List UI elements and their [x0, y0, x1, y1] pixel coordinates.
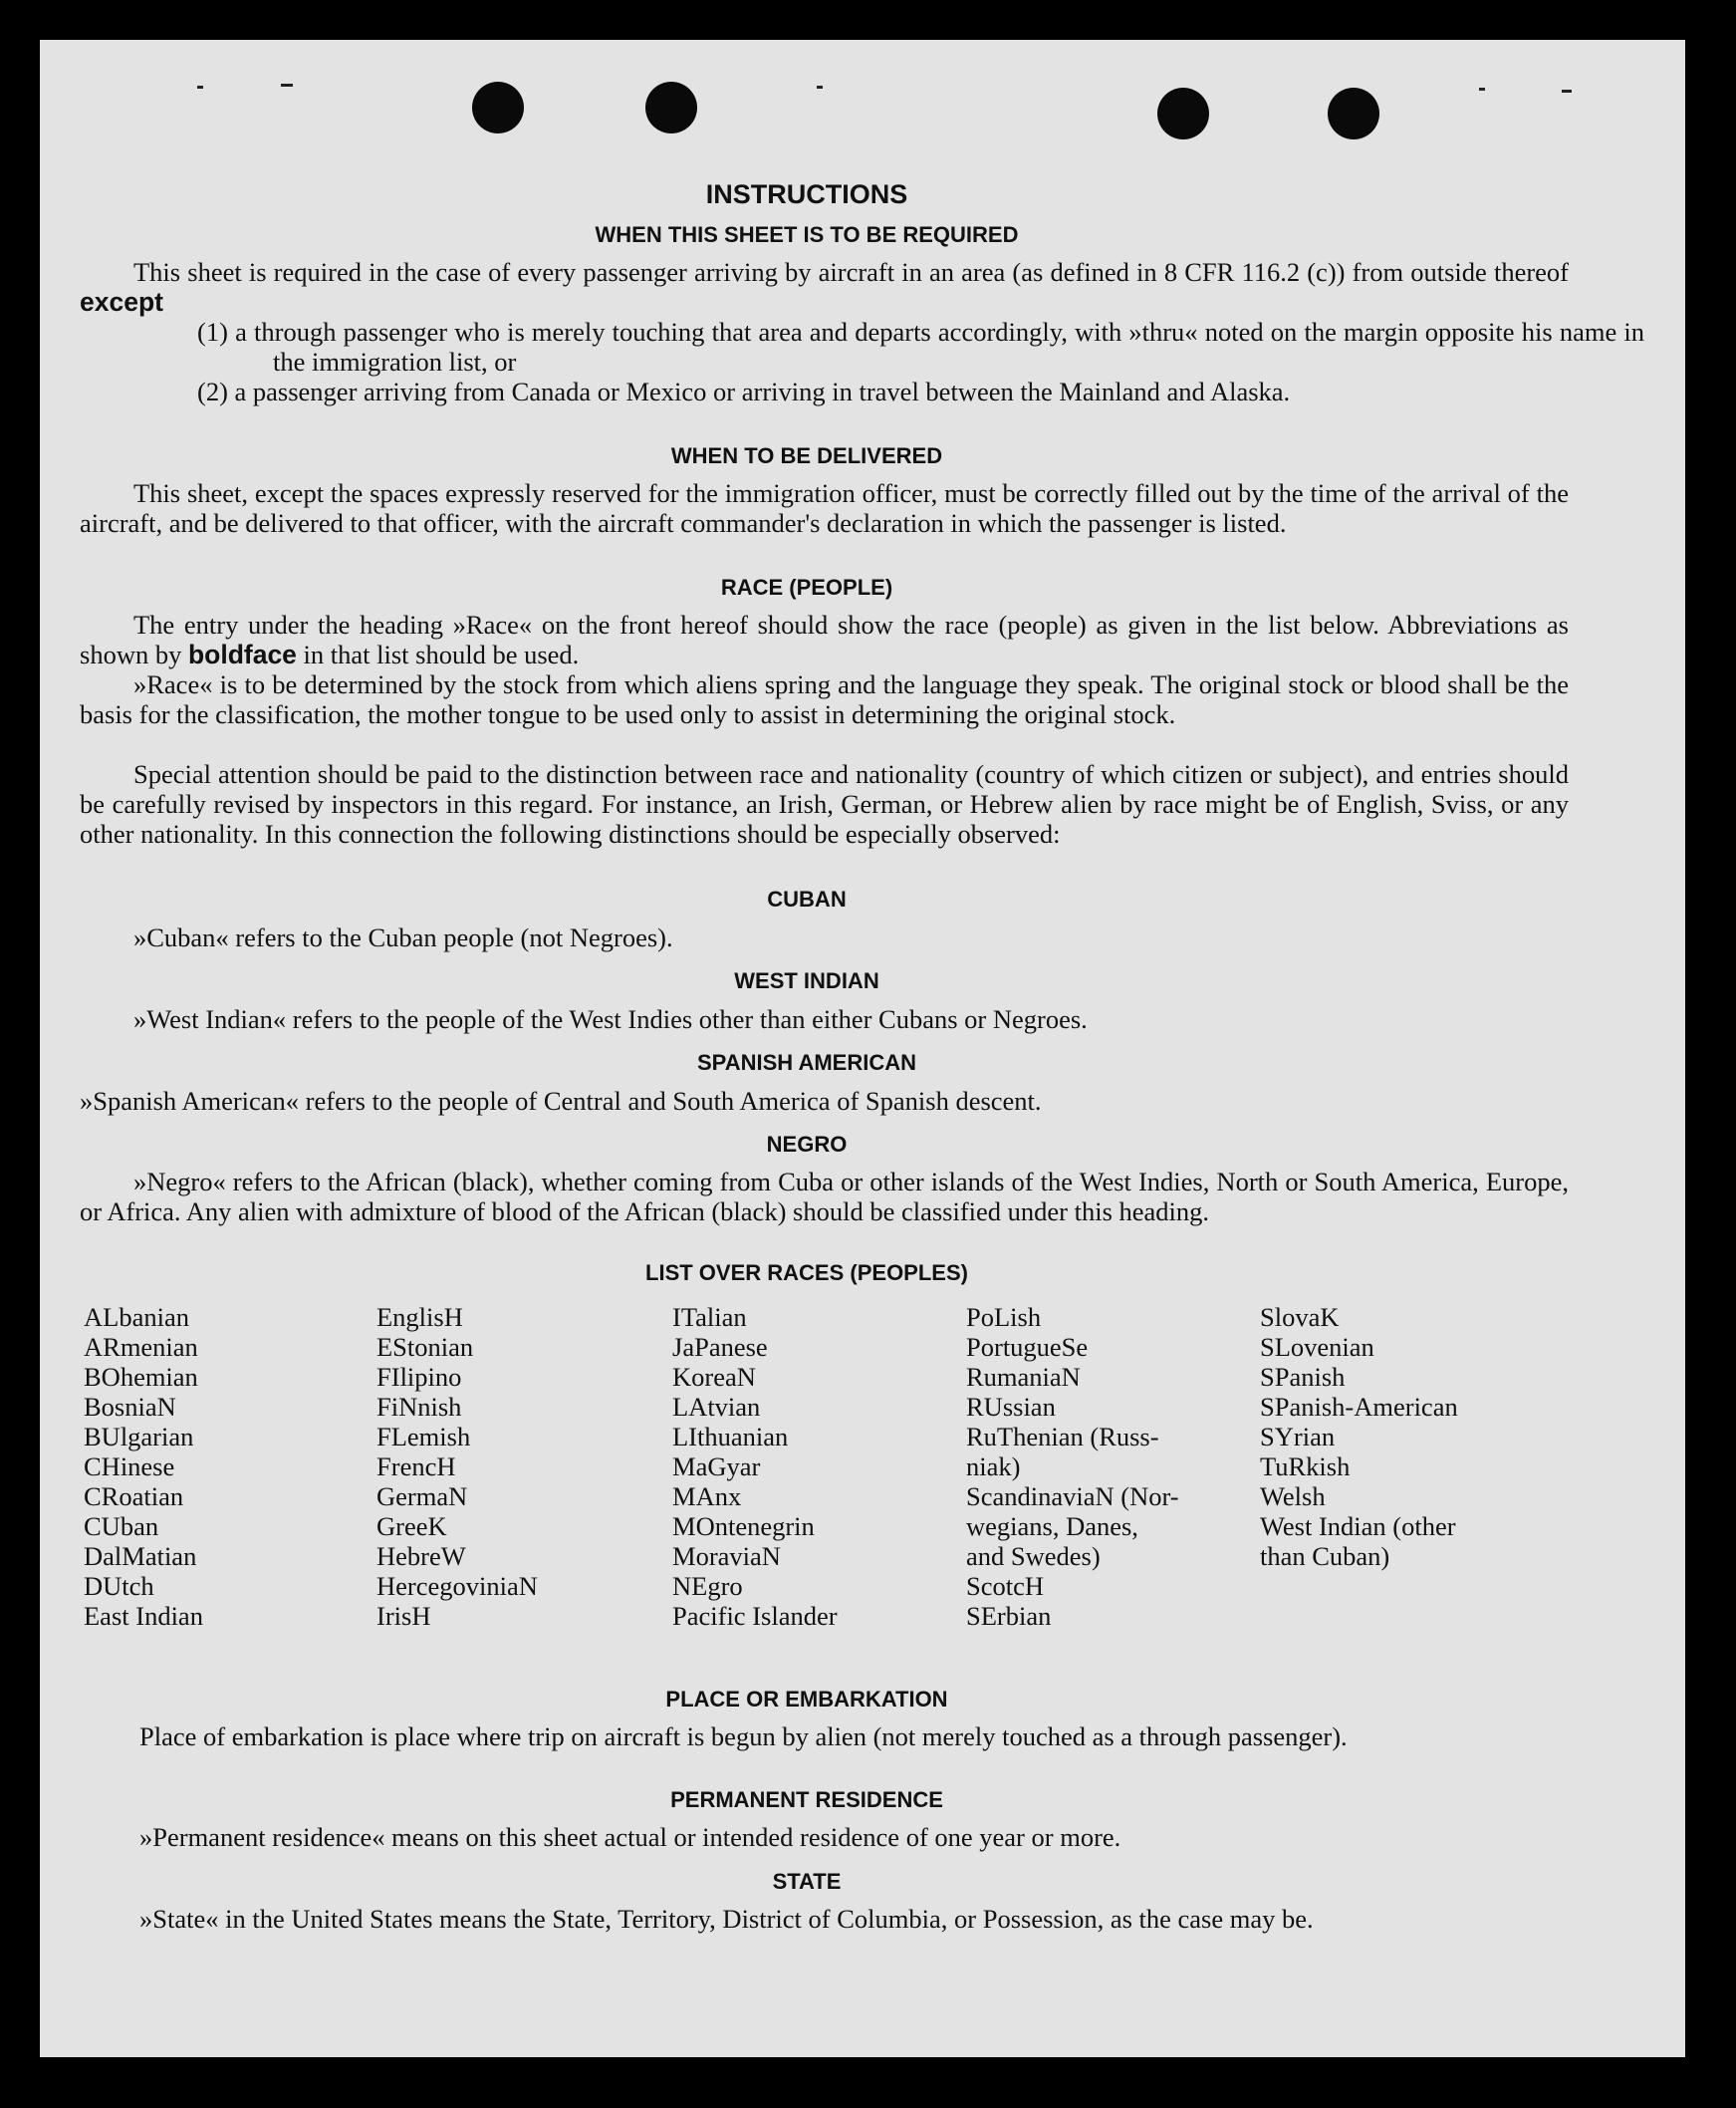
race-list-column-4: [966, 1302, 1179, 1631]
list-item: CHinese: [84, 1451, 175, 1481]
page-title: INSTRUCTIONS: [705, 179, 908, 209]
section-heading-state: STATE: [772, 1869, 842, 1894]
section-heading-race-list: LIST OVER RACES (PEOPLES): [645, 1260, 968, 1285]
list-item: FrencH: [376, 1451, 456, 1481]
paragraph-race-1: [80, 610, 1569, 669]
race-list-column-1: [84, 1302, 203, 1631]
section-heading-when-required: WHEN THIS SHEET IS TO BE REQUIRED: [595, 222, 1019, 247]
list-item: HercegoviniaN: [376, 1571, 538, 1601]
list-item: ALbanian: [84, 1302, 189, 1332]
section-heading-west-indian: WEST INDIAN: [734, 968, 879, 993]
text-span: (1) a through passenger who is merely touching that area and departs accordingly, with »thru« noted on the margin opposite his name in the immigration list, or: [197, 317, 1644, 377]
list-item: SYrian: [1260, 1422, 1336, 1451]
list-item: RUssian: [966, 1392, 1056, 1422]
punch-hole: [472, 82, 524, 133]
list-item: NEgro: [672, 1571, 743, 1601]
paragraph-negro: »Negro« refers to the African (black), whether coming from Cuba or other islands of the West Indies, North or South America, Europe, or Africa. Any alien with admixture of blood of the African (black) should be classified under this heading.: [80, 1167, 1569, 1226]
text-span: in that list should be used.: [296, 640, 580, 669]
list-item: JaPanese: [672, 1332, 768, 1362]
list-item: SlovaK: [1260, 1302, 1340, 1332]
list-item: MoraviaN: [672, 1541, 781, 1571]
race-list-column-3: [672, 1302, 838, 1631]
list-item: Welsh: [1260, 1481, 1326, 1511]
list-item: FiNnish: [376, 1392, 462, 1422]
text-span: This sheet is required in the case of every passenger arriving by aircraft in an area (as defined in 8 CFR 116.2 (c)) from outside thereof: [133, 257, 1569, 287]
list-item: RumaniaN: [966, 1362, 1081, 1392]
race-list-column-2: [376, 1302, 538, 1631]
list-item: EStonian: [376, 1332, 474, 1362]
list-item: MOntenegrin: [672, 1511, 815, 1541]
list-item: SLovenian: [1260, 1332, 1374, 1362]
punch-hole: [645, 82, 697, 133]
list-item: than Cuban): [1260, 1541, 1390, 1571]
list-item: PortugueSe: [966, 1332, 1089, 1362]
list-item: ScotcH: [966, 1571, 1045, 1601]
list-item: FLemish: [376, 1422, 471, 1451]
document-sheet: [40, 40, 1685, 2057]
list-item: SErbian: [966, 1601, 1052, 1631]
text-span: (2) a passenger arriving from Canada or Mexico or arriving in travel between the Mainland and Alaska.: [197, 377, 1291, 406]
section-heading-race: RACE (PEOPLE): [720, 575, 893, 600]
list-item-exception-1: [197, 317, 1644, 377]
paragraph-west-indian: »West Indian« refers to the people of the West Indies other than either Cubans or Negroes.: [133, 1004, 1088, 1034]
list-item: BOhemian: [84, 1362, 198, 1392]
paragraph-permanent-residence: »Permanent residence« means on this sheet actual or intended residence of one year or more.: [139, 1822, 1121, 1852]
scan-speck: [197, 86, 203, 89]
list-item: EnglisH: [376, 1302, 463, 1332]
list-item: CUban: [84, 1511, 159, 1541]
section-heading-when-delivered: WHEN TO BE DELIVERED: [670, 443, 943, 468]
scan-speck: [1562, 90, 1572, 93]
bold-text: except: [80, 287, 163, 317]
list-item: PoLish: [966, 1302, 1042, 1332]
scan-speck: [281, 84, 293, 87]
paragraph-embarkation: Place of embarkation is place where trip on aircraft is begun by alien (not merely touched as a through passenger).: [139, 1721, 1348, 1751]
list-item: BUlgarian: [84, 1422, 194, 1451]
list-item: GreeK: [376, 1511, 447, 1541]
list-item: KoreaN: [672, 1362, 756, 1392]
paragraph-cuban: »Cuban« refers to the Cuban people (not Negroes).: [133, 922, 673, 952]
list-item: LAtvian: [672, 1392, 761, 1422]
bold-text: boldface: [187, 640, 297, 669]
list-item: LIthuanian: [672, 1422, 789, 1451]
list-item: ScandinaviaN (Nor-: [966, 1481, 1179, 1511]
paragraph-when-delivered: This sheet, except the spaces expressly reserved for the immigration officer, must be correctly filled out by the time of the arrival of the aircraft, and be delivered to that officer, with the aircraft commander's declaration in which the passenger is listed.: [80, 478, 1569, 538]
list-item: SPanish: [1260, 1362, 1346, 1392]
list-item: West Indian (other: [1260, 1511, 1456, 1541]
list-item: and Swedes): [966, 1541, 1101, 1571]
list-item: ARmenian: [84, 1332, 198, 1362]
list-item: SPanish-American: [1260, 1392, 1458, 1422]
section-heading-embarkation: PLACE OR EMBARKATION: [665, 1687, 948, 1712]
list-item: wegians, Danes,: [966, 1511, 1138, 1541]
race-list-column-5: [1260, 1302, 1458, 1571]
scan-speck: [1479, 88, 1485, 91]
list-item-exception-2: [197, 377, 1644, 406]
section-heading-permanent-residence: PERMANENT RESIDENCE: [670, 1787, 943, 1812]
section-heading-cuban: CUBAN: [767, 887, 847, 912]
list-item: East Indian: [84, 1601, 203, 1631]
list-item: GermaN: [376, 1481, 468, 1511]
list-item: DUtch: [84, 1571, 154, 1601]
punch-hole: [1157, 88, 1209, 139]
list-item: FIlipino: [376, 1362, 462, 1392]
paragraph-spanish-american: »Spanish American« refers to the people of Central and South America of Spanish descent.: [80, 1086, 1042, 1116]
list-item: niak): [966, 1451, 1021, 1481]
scan-speck: [817, 86, 823, 89]
list-item: Pacific Islander: [672, 1601, 838, 1631]
list-item: CRoatian: [84, 1481, 184, 1511]
punch-hole: [1328, 88, 1379, 139]
paragraph-state: »State« in the United States means the State, Territory, District of Columbia, or Possession, as the case may be.: [139, 1904, 1314, 1934]
paragraph-race-2: »Race« is to be determined by the stock from which aliens spring and the language they speak. The original stock or blood shall be the basis for the classification, the mother tongue to be used only to assist in determining the original stock.: [80, 669, 1569, 729]
section-heading-spanish-american: SPANISH AMERICAN: [696, 1050, 916, 1075]
section-heading-negro: NEGRO: [766, 1132, 848, 1157]
list-item: IrisH: [376, 1601, 431, 1631]
list-item: DalMatian: [84, 1541, 197, 1571]
list-item: BosniaN: [84, 1392, 176, 1422]
list-item: RuThenian (Russ-: [966, 1422, 1159, 1451]
list-item: MaGyar: [672, 1451, 761, 1481]
list-item: MAnx: [672, 1481, 742, 1511]
paragraph-race-3: Special attention should be paid to the distinction between race and nationality (country of which citizen or subject), and entries should be carefully revised by inspectors in this regard. For instance, an Irish, German, or Hebrew alien by race might be of English, Sviss, or any other nationality. In this connection the following distinctions should be especially observed:: [80, 759, 1569, 849]
list-item: TuRkish: [1260, 1451, 1351, 1481]
text-span: The entry under the heading »Race« on the front hereof should show the race (people) as given in the list below. Abbreviations as shown by: [80, 610, 1569, 669]
list-item: HebreW: [376, 1541, 466, 1571]
list-item: ITalian: [672, 1302, 747, 1332]
paragraph-when-required: [80, 257, 1569, 317]
